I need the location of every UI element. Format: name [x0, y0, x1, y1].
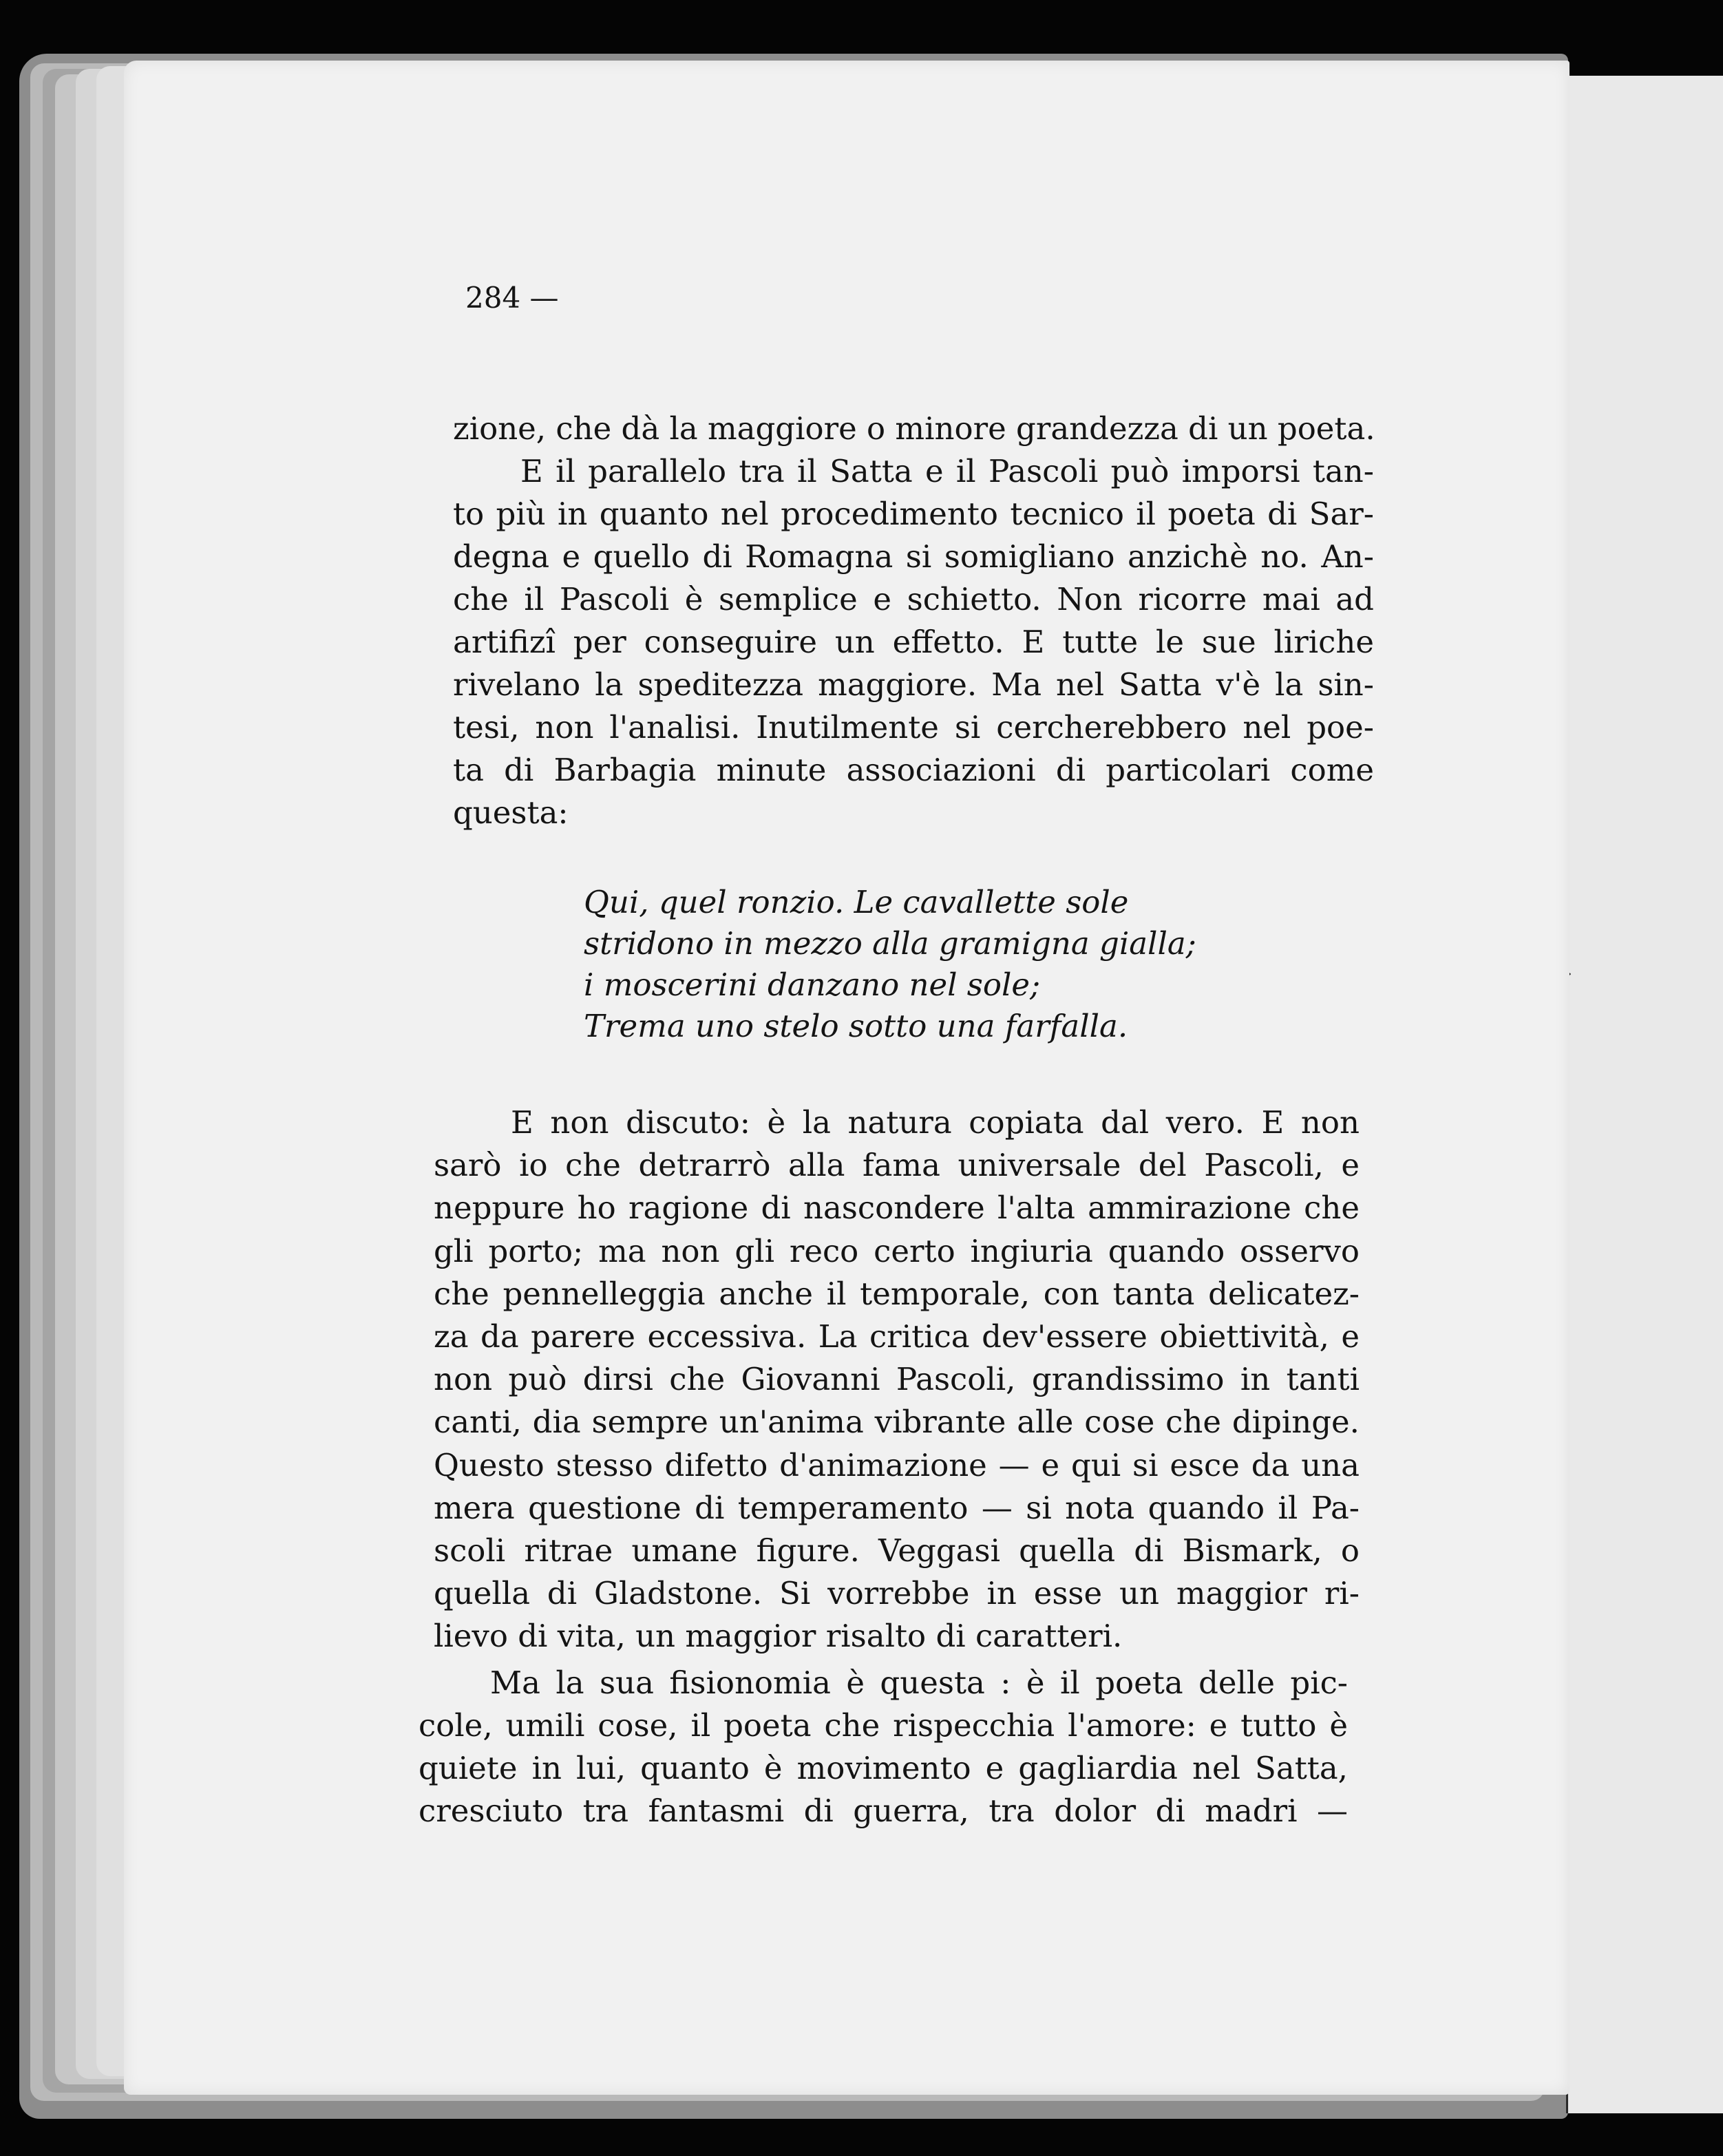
text-line: quiete in lui, quanto è movimento e gagliardia nel Satta, — [419, 1750, 1348, 1786]
text-line: sarò io che detrarrò alla fama universale del Pascoli, e — [434, 1147, 1360, 1184]
page-number: 284 — — [465, 281, 559, 315]
text-line: za da parere eccessiva. La critica dev'essere obiettività, e — [434, 1318, 1360, 1355]
text-line: scoli ritrae umane figure. Veggasi quella di Bismark, o — [434, 1532, 1360, 1569]
text-line: degna e quello di Romagna si somigliano anzichè no. An- — [453, 538, 1374, 575]
text-line: non può dirsi che Giovanni Pascoli, grandissimo in tanti — [434, 1361, 1360, 1398]
text-line: mera questione di temperamento — si nota quando il Pa- — [434, 1489, 1360, 1526]
text-line: che il Pascoli è semplice e schietto. Non ricorre mai ad — [453, 581, 1374, 617]
facing-page-edge — [1566, 76, 1723, 2113]
text-line: gli porto; ma non gli reco certo ingiuria quando osservo — [434, 1232, 1360, 1269]
text-line: tesi, non l'analisi. Inutilmente si cercherebbero nel poe- — [453, 709, 1374, 746]
text-line: Questo stesso difetto d'animazione — e qui si esce da una — [434, 1446, 1360, 1483]
text-line: neppure ho ragione di nascondere l'alta ammirazione che — [434, 1190, 1360, 1227]
text-line: rivelano la speditezza maggiore. Ma nel Satta v'è la sin- — [453, 666, 1374, 703]
text-line: che pennelleggia anche il temporale, con tanta delicatez- — [434, 1275, 1360, 1312]
text-line: lievo di vita, un maggior risalto di caratteri. — [434, 1618, 1123, 1655]
text-line: canti, dia sempre un'anima vibrante alle cose che dipinge. — [434, 1404, 1360, 1441]
text-line: quella di Gladstone. Si vorrebbe in esse un maggior ri- — [434, 1575, 1360, 1612]
book-page — [124, 61, 1569, 2095]
text-line: E il parallelo tra il Satta e il Pascoli può imporsi tan- — [520, 453, 1374, 489]
text-line: zione, che dà la maggiore o minore grandezza di un poeta. — [453, 410, 1375, 447]
text-line: Ma la sua fisionomia è questa : è il poeta delle pic- — [490, 1664, 1348, 1701]
verse-line: i moscerini danzano nel sole; — [584, 966, 1041, 1003]
text-line: E non discuto: è la natura copiata dal vero. E non — [511, 1104, 1360, 1141]
verse-line: stridono in mezzo alla gramigna gialla; — [584, 925, 1196, 962]
text-line: questa: — [453, 794, 569, 831]
verse-line: Trema uno stelo sotto una farfalla. — [584, 1008, 1128, 1044]
text-line: ta di Barbagia minute associazioni di particolari come — [453, 752, 1374, 788]
text-line: to più in quanto nel procedimento tecnico il poeta di Sar- — [453, 496, 1374, 532]
verse-line: Qui, quel ronzio. Le cavallette sole — [584, 884, 1129, 920]
text-line: cresciuto tra fantasmi di guerra, tra dolor di madri — — [419, 1793, 1348, 1829]
text-line: cole, umili cose, il poeta che rispecchia l'amore: e tutto è — [419, 1707, 1348, 1744]
text-line: artifizî per conseguire un effetto. E tutte le sue liriche — [453, 624, 1374, 660]
